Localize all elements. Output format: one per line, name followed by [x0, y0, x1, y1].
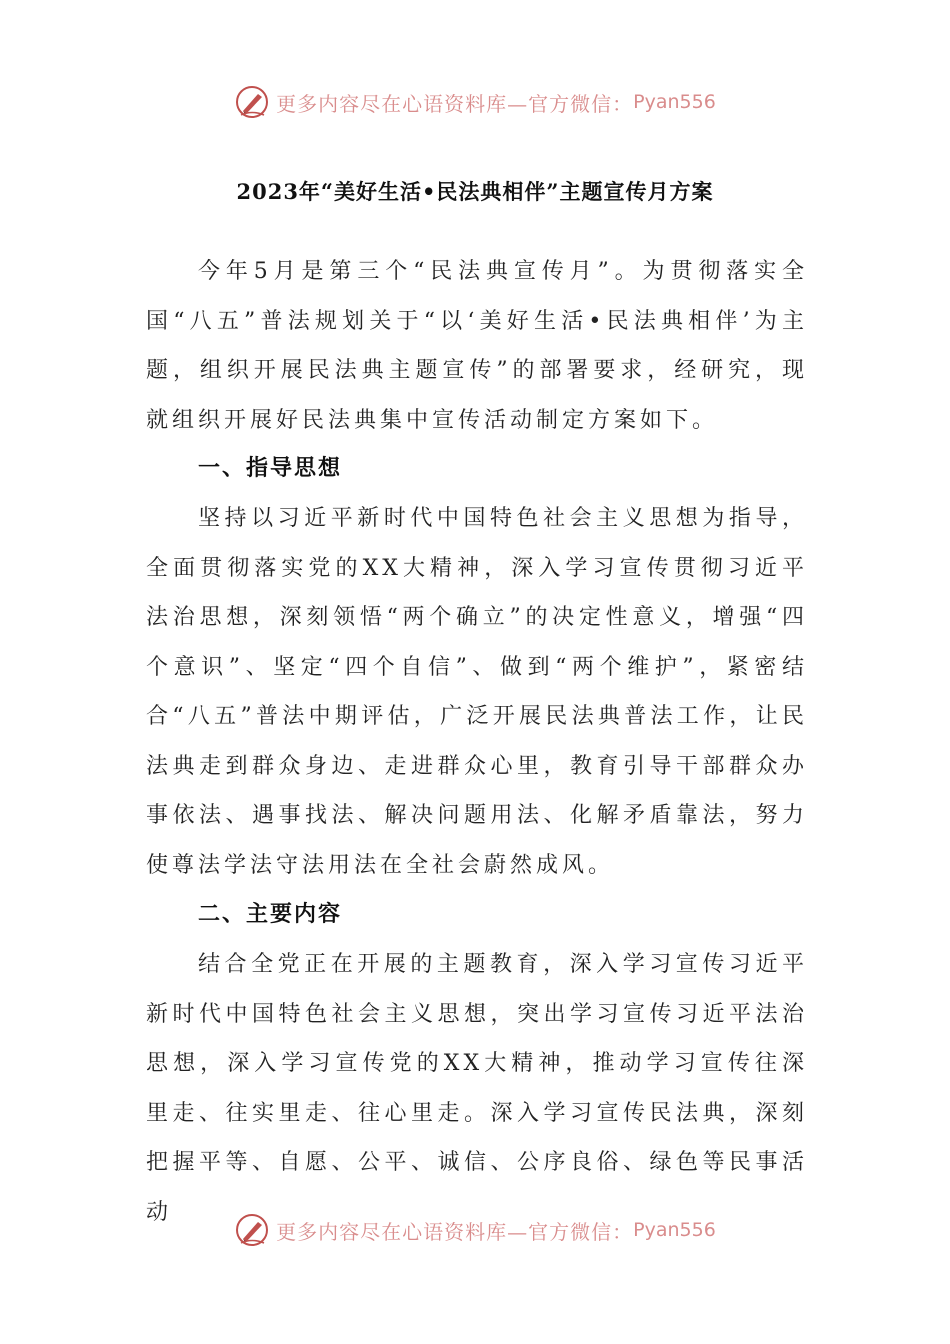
document-title: 2023年“美好生活•民法典相伴”主题宣传月方案	[236, 179, 714, 204]
section-main-content-body: 结合全党正在开展的主题教育，深入学习宣传习近平新时代中国特色社会主义思想，突出学习宣传习近平法治思想，深入学习宣传党的XX大精神，推动学习宣传往深里走、往实里走、往心里走。深入学习宣传民法典，深刻把握平等、自愿、公平、诚信、公序良俗、绿色等民事活动	[146, 952, 808, 1225]
watermark-banner-top	[0, 82, 950, 122]
watermark-text: 更多内容尽在心语资料库—官方微信：	[276, 1219, 634, 1244]
watermark-text: 更多内容尽在心语资料库—官方微信：	[276, 91, 634, 116]
watermark-banner-bottom	[0, 1210, 950, 1250]
section-heading-main-content: 二、主要内容	[198, 902, 343, 927]
watermark-wechat-id: Pyan556	[633, 1219, 716, 1241]
watermark-wechat-id: Pyan556	[633, 91, 716, 113]
section-guiding-ideology-body: 坚持以习近平新时代中国特色社会主义思想为指导，全面贯彻落实党的XX大精神，深入学习宣传贯彻习近平法治思想，深刻领悟“两个确立”的决定性意义，增强“四个意识”、坚定“四个自信”、做到“两个维护”，紧密结合“八五”普法中期评估，广泛开展民法典普法工作，让民法典走到群众身边、走进群众心里，教育引导干部群众办事依法、遇事找法、解决问题用法、化解矛盾靠法，努力使尊法学法守法用法在全社会蔚然成风。	[146, 506, 808, 878]
section-heading-guiding-ideology: 一、指导思想	[198, 456, 343, 481]
intro-paragraph: 今年5月是第三个“民法典宣传月”。为贯彻落实全国“八五”普法规划关于“以‘美好生活•民法典相伴’为主题，组织开展民法典主题宣传”的部署要求，经研究，现就组织开展好民法典集中宣传活动制定方案如下。	[146, 259, 808, 433]
pen-logo-icon	[234, 1212, 270, 1248]
pen-logo-icon	[234, 84, 270, 120]
